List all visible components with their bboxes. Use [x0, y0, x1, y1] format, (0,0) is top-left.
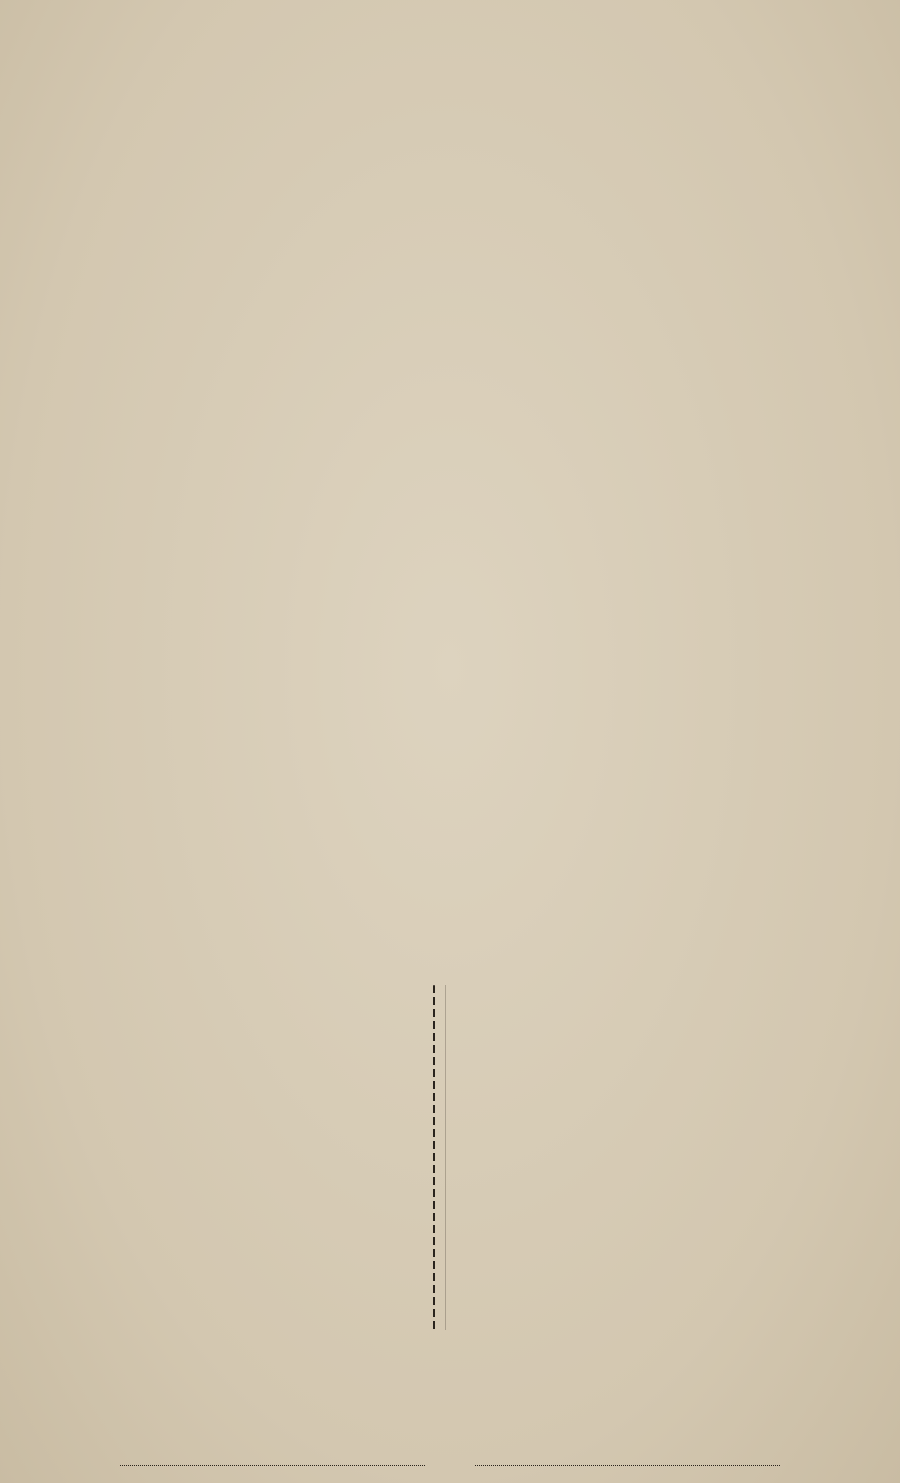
room-27-28-list: [14, 488, 884, 956]
room-28-continued-list: [444, 968, 884, 1436]
section-divider-thin: [445, 985, 446, 1330]
room-26-27-list: [14, 8, 884, 476]
sculpture-list: [10, 968, 390, 1436]
section-divider: [433, 985, 435, 1330]
page-footer: [120, 1458, 780, 1472]
